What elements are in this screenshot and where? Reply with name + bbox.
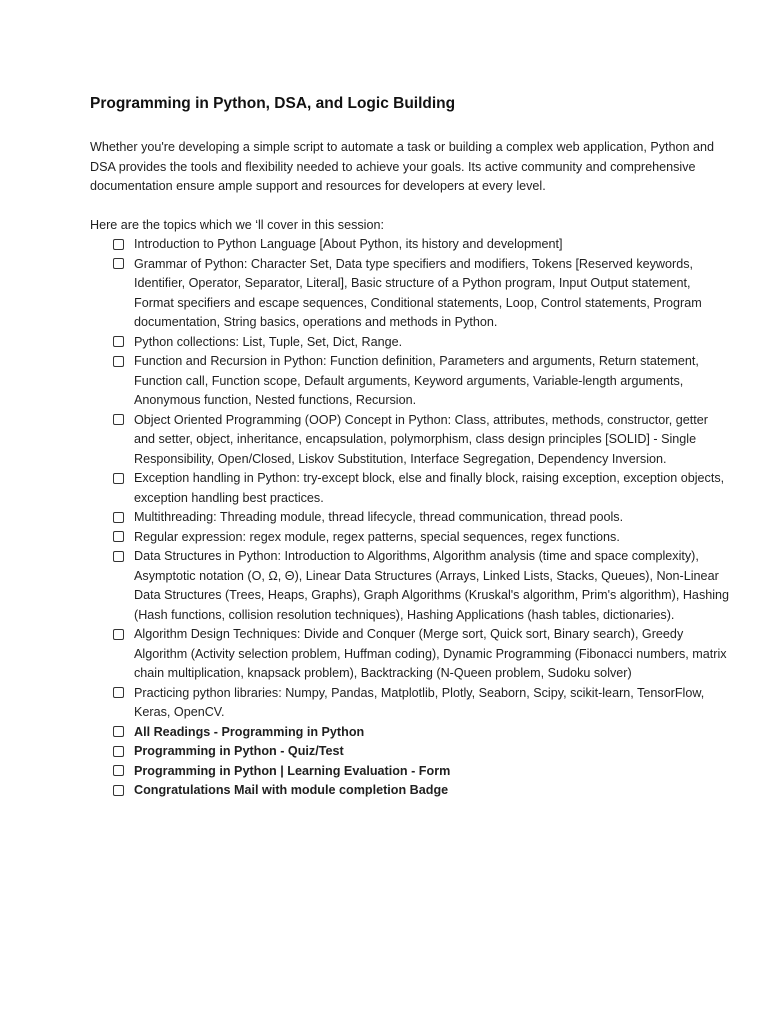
topic-label: Introduction to Python Language [About Python, its history and development]	[134, 237, 563, 251]
page-title: Programming in Python, DSA, and Logic Building	[90, 95, 456, 112]
topic-item	[112, 255, 738, 333]
topic-item	[112, 508, 738, 528]
topic-item	[112, 235, 738, 255]
topic-label: Regular expression: regex module, regex patterns, special sequences, regex functions.	[134, 529, 620, 544]
topic-item	[112, 411, 738, 470]
topics-lead-text: Here are the topics which we ‘ll cover in this session:	[90, 217, 384, 232]
topic-label: All Readings - Programming in Python	[134, 724, 365, 739]
topic-item	[112, 625, 738, 684]
topic-item	[112, 469, 738, 508]
topic-label: Programming in Python - Quiz/Test	[134, 744, 344, 758]
topic-item	[112, 742, 738, 762]
checkbox-icon[interactable]	[113, 414, 124, 425]
checkbox-icon[interactable]	[113, 336, 124, 347]
checkbox-icon[interactable]	[113, 687, 124, 698]
topic-label: Algorithm Design Techniques: Divide and Conquer (Merge sort, Quick sort, Binary search), Greedy Algorithm (Activity selection problem, Huffman coding), Dynamic Programming (Fibonacci numbers, matrix chain multiplication, knapsack problem), Backtracking (N-Queen problem, Sudoku solver)	[134, 627, 727, 680]
topic-label: Exception handling in Python: try-except block, else and finally block, raising exception, exception objects, exception handling best practices.	[134, 471, 725, 505]
topic-label: Grammar of Python: Character Set, Data type specifiers and modifiers, Tokens [Reserved keywords, Identifier, Operator, Separator, Literal], Basic structure of a Python program, Input Output statement, Format specifiers and escape sequences, Conditional statements, Loop, Control statements, Program documentation, String basics, operations and methods in Python.	[134, 256, 702, 329]
topic-item	[112, 333, 738, 353]
intro-paragraph: Whether you're developing a simple script to automate a task or building a complex web application, Python and DSA provides the tools and flexibility needed to achieve your goals. Its active community and comprehensive documentation ensure ample support and resources for developers at every level.	[90, 140, 715, 193]
checkbox-icon[interactable]	[113, 551, 124, 562]
topic-label: Python collections: List, Tuple, Set, Dict, Range.	[134, 334, 403, 349]
topic-item	[112, 528, 738, 548]
topic-label: Data Structures in Python: Introduction to Algorithms, Algorithm analysis (time and space complexity), Asymptotic notation (O, Ω, Θ), Linear Data Structures (Arrays, Linked Lists, Stacks, Queues), Non-Linear Data Structures (Trees, Heaps, Graphs), Graph Algorithms (Kruskal's algorithm, Prim's algorithm), Hashing (Hash functions, collision resolution techniques), Hashing Applications (hash tables, dictionaries).	[134, 549, 730, 622]
topic-item	[112, 723, 738, 743]
checkbox-icon[interactable]	[113, 239, 124, 250]
topic-label: Congratulations Mail with module completion Badge	[134, 783, 449, 797]
topic-label: Practicing python libraries: Numpy, Pandas, Matplotlib, Plotly, Seaborn, Scipy, scikit-learn, TensorFlow, Keras, OpenCV.	[134, 685, 705, 719]
topic-item	[112, 684, 738, 723]
checkbox-icon[interactable]	[113, 473, 124, 484]
checkbox-icon[interactable]	[113, 726, 124, 737]
checkbox-icon[interactable]	[113, 356, 124, 367]
topic-item	[112, 547, 738, 625]
topic-label: Programming in Python | Learning Evaluation - Form	[134, 763, 451, 778]
checkbox-icon[interactable]	[113, 746, 124, 757]
checkbox-icon[interactable]	[113, 512, 124, 523]
checkbox-icon[interactable]	[113, 531, 124, 542]
checkbox-icon[interactable]	[113, 785, 124, 796]
topic-item	[112, 781, 738, 801]
topic-label: Function and Recursion in Python: Function definition, Parameters and arguments, Return statement, Function call, Function scope, Default arguments, Keyword arguments, Variable-length arguments, Anonymous function, Nested functions, Recursion.	[134, 354, 699, 407]
checkbox-icon[interactable]	[113, 629, 124, 640]
topic-label: Multithreading: Threading module, thread lifecycle, thread communication, thread pools.	[134, 510, 624, 524]
checkbox-icon[interactable]	[113, 765, 124, 776]
topic-item	[112, 762, 738, 782]
topics-checklist	[90, 235, 738, 801]
topic-label: Object Oriented Programming (OOP) Concept in Python: Class, attributes, methods, constructor, getter and setter, object, inheritance, encapsulation, polymorphism, class design principles [SOLID] - Single Responsibility, Open/Closed, Liskov Substitution, Interface Segregation, Dependency Inversion.	[134, 412, 708, 466]
checkbox-icon[interactable]	[113, 258, 124, 269]
topic-item	[112, 352, 738, 411]
